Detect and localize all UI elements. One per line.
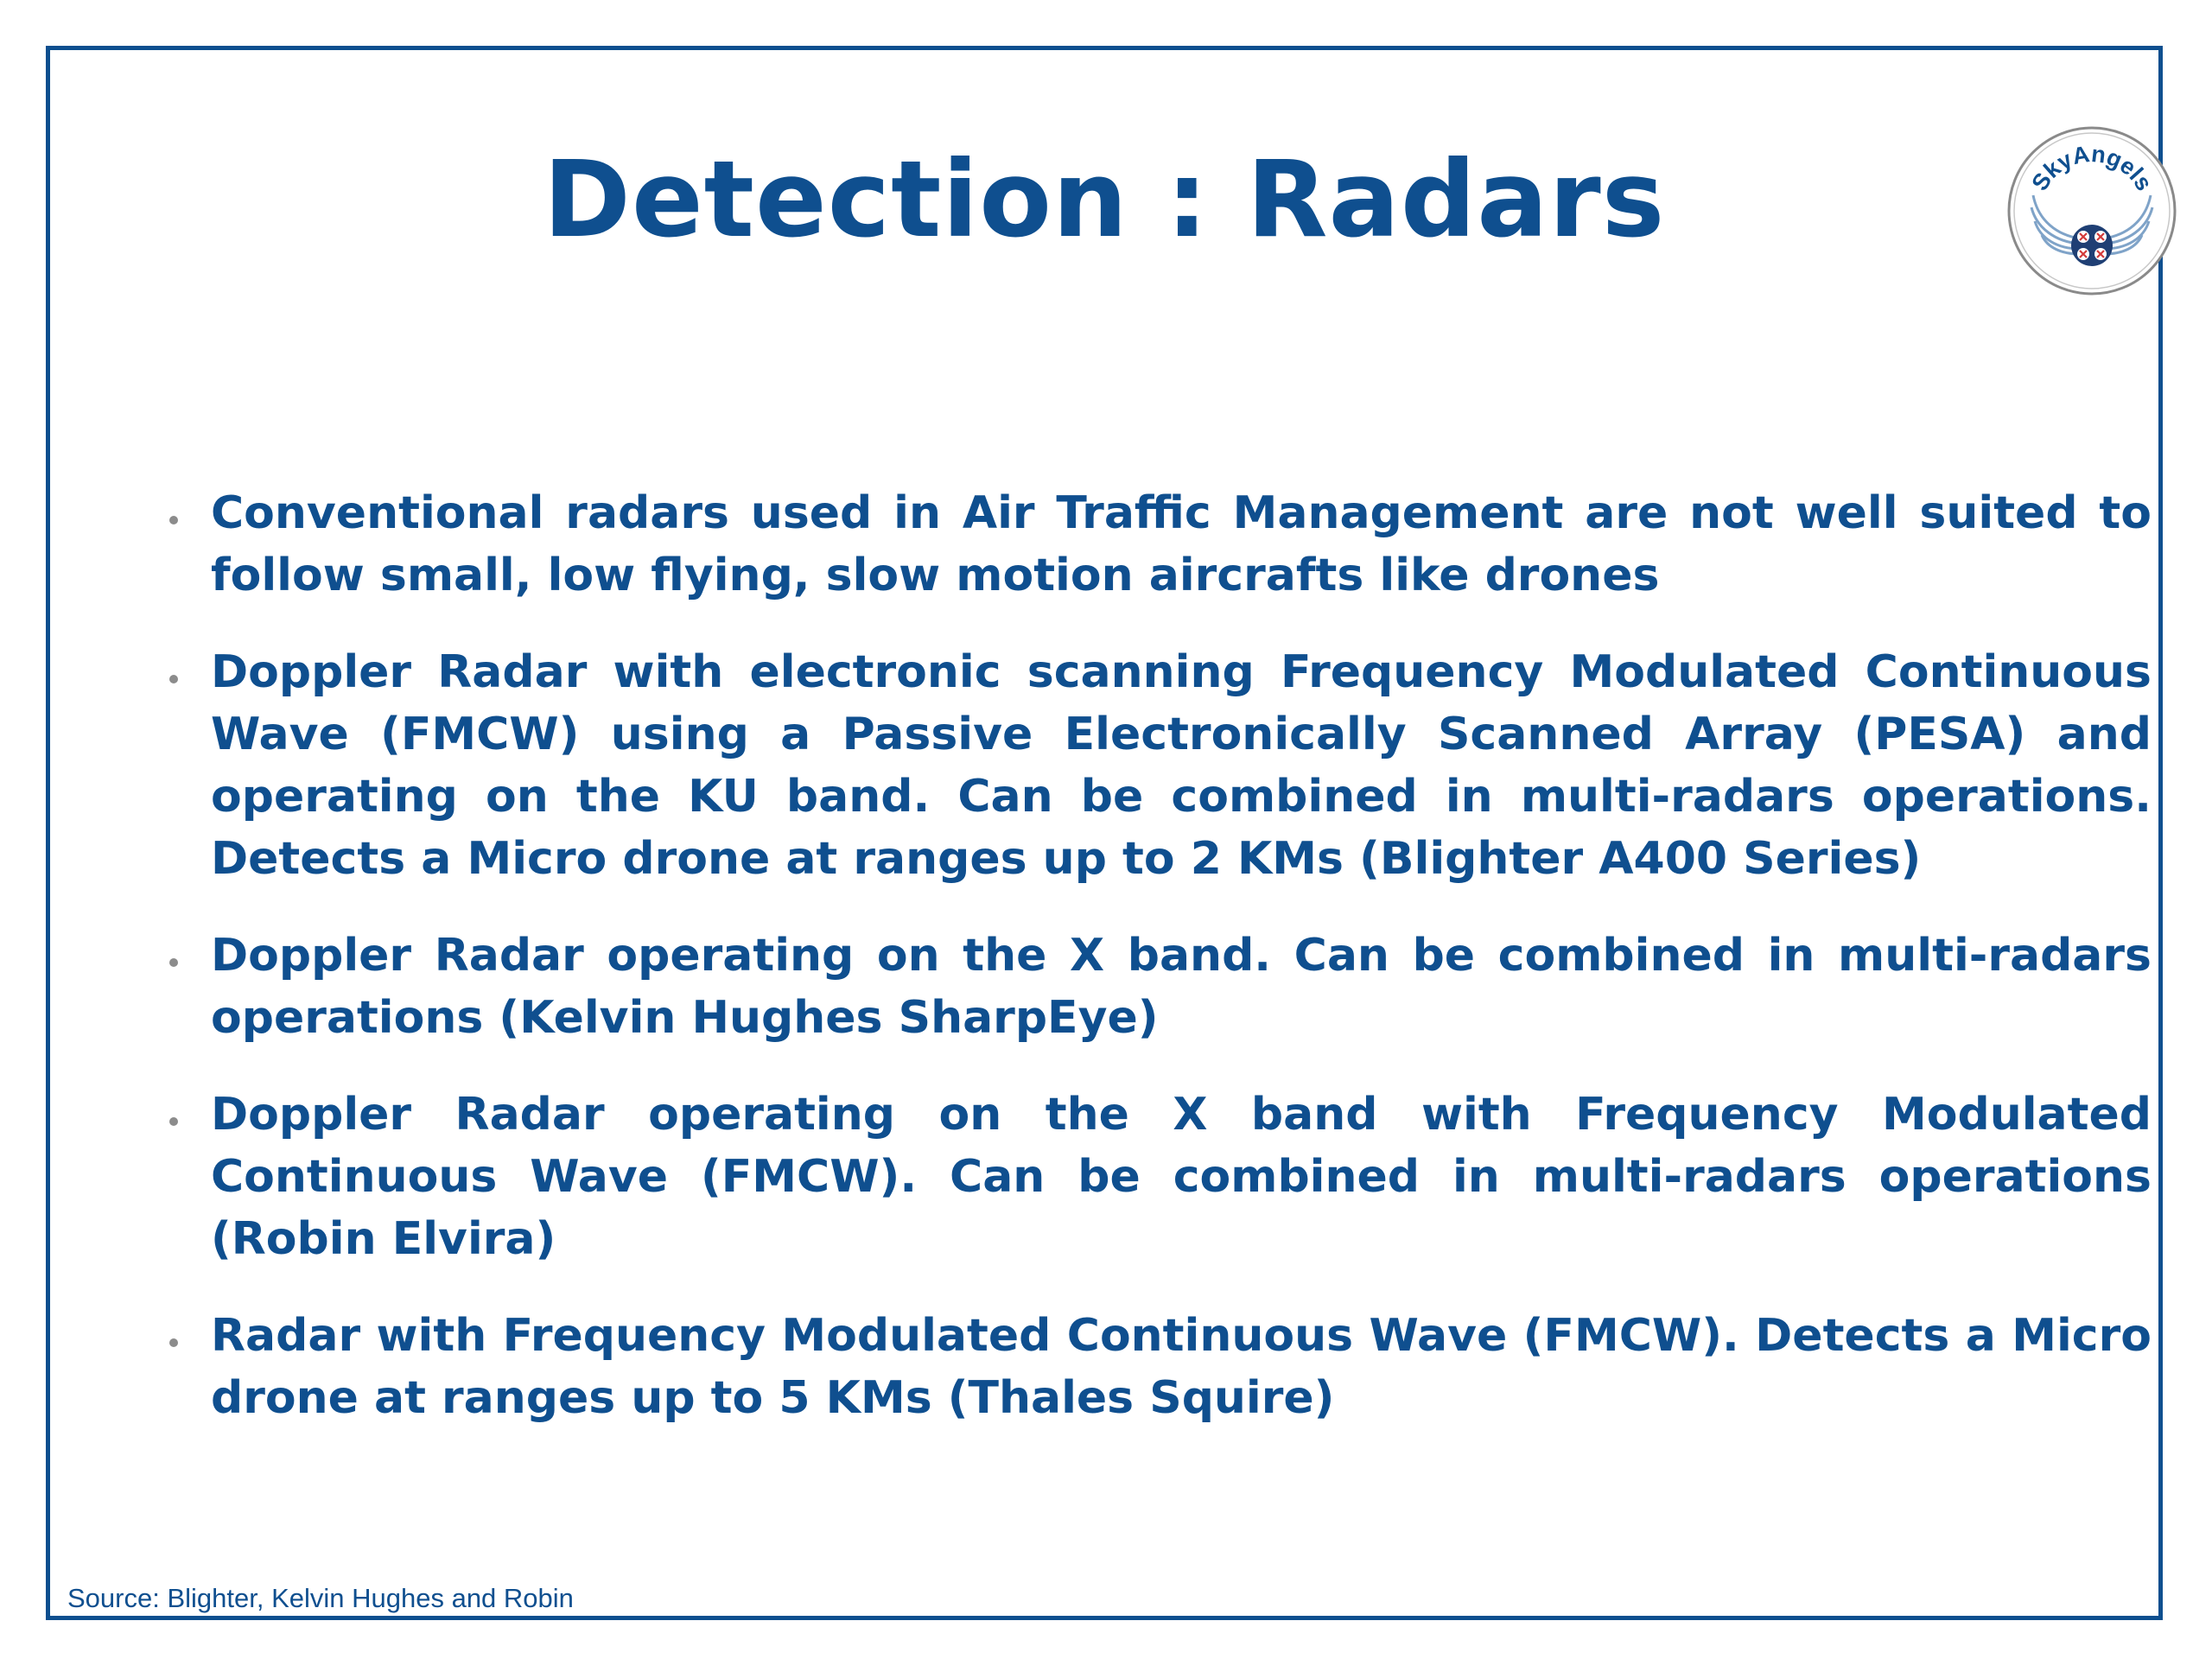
logo-text: SkyAngels [2026,140,2158,195]
bullet-item [162,641,2152,890]
bullet-text: Radar with Frequency Modulated Continuous Wave (FMCW). Detects a Micro drone at ranges up to 5 KMs (Thales Squire) [211,1310,2152,1424]
bullet-list [162,482,2152,1464]
bullet-item [162,482,2152,607]
drone-emblem-icon [2071,225,2113,266]
bullet-text: Conventional radars used in Air Traffic Management are not well suited to follow small, low flying, slow motion aircrafts like drones [211,487,2152,601]
bullet-icon [169,516,178,524]
bullet-icon [169,1117,178,1126]
bullet-icon [169,675,178,683]
bullet-text: Doppler Radar with electronic scanning Frequency Modulated Continuous Wave (FMCW) using a Passive Electronically Scanned Array (PESA) and operating on the KU band. Can be combined in multi-radars operations. Detects a Micro drone at ranges up to 2 KMs (Blighter A400 Series) [211,646,2152,885]
slide-title: Detection : Radars [543,138,1666,261]
bullet-item [162,925,2152,1049]
bullet-text: Doppler Radar operating on the X band with Frequency Modulated Continuous Wave (FMCW). Can be combined in multi-radars operations (Robin Elvira) [211,1089,2152,1265]
source-note: Source: Blighter, Kelvin Hughes and Robin [67,1583,574,1613]
bullet-text: Doppler Radar operating on the X band. Can be combined in multi-radars operations (Kelvin Hughes SharpEye) [211,930,2152,1044]
bullet-icon [169,958,178,967]
bullet-icon [169,1338,178,1347]
bullet-item [162,1084,2152,1270]
bullet-item [162,1305,2152,1429]
slide-frame [46,46,2163,1620]
skyangels-logo [2005,124,2178,297]
